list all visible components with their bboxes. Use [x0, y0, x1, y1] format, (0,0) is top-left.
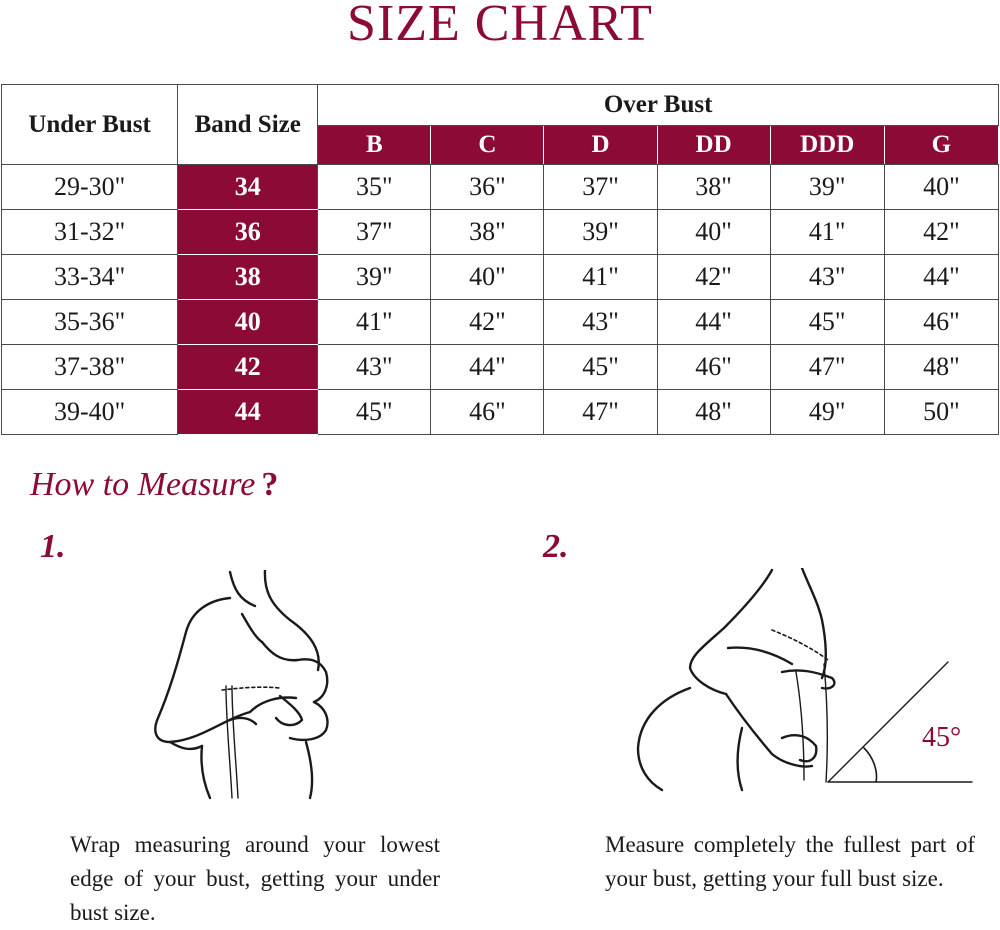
cup-header-ddd: DDD	[770, 126, 884, 165]
over-bust-cell: 50"	[884, 390, 998, 435]
over-bust-cell: 46"	[884, 300, 998, 345]
band-size-cell: 44	[178, 390, 318, 435]
over-bust-cell: 37"	[544, 165, 657, 210]
over-bust-cell: 46"	[431, 390, 544, 435]
band-size-cell: 34	[178, 165, 318, 210]
table-row	[2, 255, 999, 300]
how-to-measure-heading	[30, 466, 278, 504]
over-bust-cell: 48"	[884, 345, 998, 390]
over-bust-cell: 42"	[431, 300, 544, 345]
table-row	[2, 390, 999, 435]
over-bust-cell: 40"	[884, 165, 998, 210]
under-bust-illustration	[130, 570, 360, 800]
over-bust-cell: 35"	[318, 165, 431, 210]
over-bust-cell: 42"	[657, 255, 770, 300]
under-bust-cell: 29-30"	[2, 165, 178, 210]
how-to-measure-text: How to Measure	[30, 466, 256, 503]
over-bust-cell: 41"	[544, 255, 657, 300]
cup-header-d: D	[544, 126, 657, 165]
table-row	[2, 210, 999, 255]
over-bust-cell: 39"	[318, 255, 431, 300]
angle-label: 45°	[922, 722, 962, 753]
over-bust-cell: 47"	[770, 345, 884, 390]
over-bust-cell: 37"	[318, 210, 431, 255]
over-bust-cell: 49"	[770, 390, 884, 435]
header-band-size: Band Size	[178, 85, 318, 165]
band-size-cell: 38	[178, 255, 318, 300]
band-size-cell: 42	[178, 345, 318, 390]
over-bust-cell: 47"	[544, 390, 657, 435]
header-over-bust: Over Bust	[318, 85, 999, 126]
under-bust-cell: 33-34"	[2, 255, 178, 300]
page-title: SIZE CHART	[347, 0, 653, 52]
over-bust-cell: 43"	[318, 345, 431, 390]
over-bust-cell: 46"	[657, 345, 770, 390]
over-bust-cell: 43"	[544, 300, 657, 345]
size-chart-table	[1, 84, 999, 435]
step-1-description: Wrap measuring around your lowest edge of your bust, getting your under bust size.	[70, 832, 440, 925]
cup-header-b: B	[318, 126, 431, 165]
table-row	[2, 345, 999, 390]
band-size-cell: 40	[178, 300, 318, 345]
over-bust-cell: 42"	[884, 210, 998, 255]
over-bust-cell: 39"	[770, 165, 884, 210]
over-bust-cell: 44"	[657, 300, 770, 345]
over-bust-cell: 39"	[544, 210, 657, 255]
over-bust-cell: 36"	[431, 165, 544, 210]
under-bust-cell: 37-38"	[2, 345, 178, 390]
under-bust-cell: 39-40"	[2, 390, 178, 435]
header-under-bust: Under Bust	[2, 85, 178, 165]
over-bust-cell: 38"	[657, 165, 770, 210]
cup-header-g: G	[884, 126, 998, 165]
table-row	[2, 165, 999, 210]
full-bust-illustration	[632, 568, 982, 798]
over-bust-cell: 45"	[544, 345, 657, 390]
over-bust-cell: 38"	[431, 210, 544, 255]
under-bust-cell: 35-36"	[2, 300, 178, 345]
table-row	[2, 300, 999, 345]
over-bust-cell: 48"	[657, 390, 770, 435]
over-bust-cell: 45"	[318, 390, 431, 435]
band-size-cell: 36	[178, 210, 318, 255]
over-bust-cell: 45"	[770, 300, 884, 345]
over-bust-cell: 44"	[431, 345, 544, 390]
question-mark: ?	[261, 466, 279, 503]
over-bust-cell: 44"	[884, 255, 998, 300]
over-bust-cell: 41"	[770, 210, 884, 255]
cup-header-c: C	[431, 126, 544, 165]
under-bust-cell: 31-32"	[2, 210, 178, 255]
over-bust-cell: 43"	[770, 255, 884, 300]
step-1-number: 1.	[40, 528, 66, 565]
step-2-description: Measure completely the fullest part of your bust, getting your full bust size.	[605, 832, 975, 891]
over-bust-cell: 40"	[431, 255, 544, 300]
over-bust-cell: 41"	[318, 300, 431, 345]
over-bust-cell: 40"	[657, 210, 770, 255]
cup-header-dd: DD	[657, 126, 770, 165]
step-2-number: 2.	[543, 528, 569, 565]
size-rows	[2, 165, 999, 435]
